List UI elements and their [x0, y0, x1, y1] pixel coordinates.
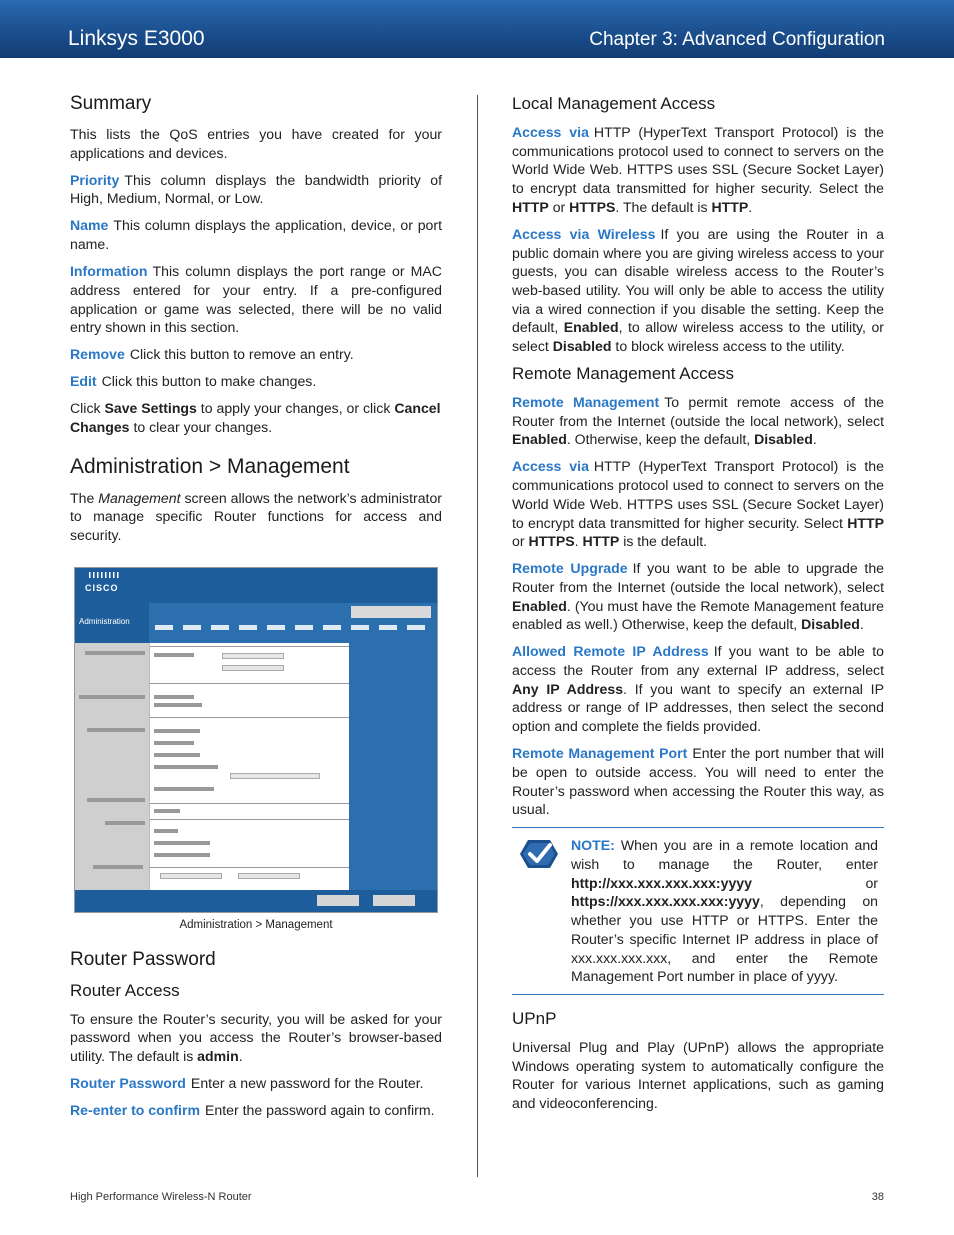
column-divider	[477, 95, 478, 1177]
figure-product-box	[351, 606, 431, 618]
access-via-remote-paragraph: Access via HTTP (HyperText Transport Protocol) is the communications protocol used to connect to servers on the World Wide Web. HTTPS uses SSL (Secure Socket Layer) to encrypt data transmitted for higher security. Select HTTP or HTTPS. HTTP is the default.	[512, 458, 884, 550]
figure-help-panel	[349, 643, 437, 890]
access-via-remote-term: Access via	[512, 458, 589, 475]
name-paragraph	[70, 216, 442, 253]
allowed-ip-paragraph: Allowed Remote IP Address If you want to be able to access the Router from any external IP address, select Any IP Address. If you want to specify an external IP address or range of IP addresses, then select the second option and complete the fields provided.	[512, 643, 884, 735]
information-paragraph	[70, 262, 442, 337]
router-password-paragraph: Router Password Enter a new password for the Router.	[70, 1075, 424, 1092]
edit-text: Click this button to make changes.	[101, 373, 317, 390]
reenter-paragraph: Re-enter to confirm Enter the password again to confirm.	[70, 1102, 435, 1119]
save-settings-label: Save Settings	[104, 400, 197, 417]
router-access-paragraph: To ensure the Router’s security, you will be asked for your password when you access the Router’s browser-based utility. The default is admin.	[70, 1010, 442, 1065]
footer-product: High Performance Wireless-N Router	[70, 1191, 252, 1203]
remote-port-term: Remote Management Port	[512, 745, 688, 762]
figure-form-area	[149, 643, 349, 890]
admin-heading: Administration > Management	[70, 454, 350, 478]
access-via-paragraph: Access via HTTP (HyperText Transport Protocol) is the communications protocol used to connect to servers on the World Wide Web. HTTPS uses SSL (Secure Socket Layer) to encrypt data transmitted for higher security. Select the HTTP or HTTPS. The default is HTTP.	[512, 124, 884, 215]
summary-heading: Summary	[70, 93, 152, 114]
note-label: NOTE:	[571, 837, 615, 854]
chapter-title: Chapter 3: Advanced Configuration	[589, 29, 885, 50]
remove-text: Click this button to remove an entry.	[129, 346, 354, 363]
cancel-changes-label: Cancel Changes	[70, 400, 441, 435]
figure-caption: Administration > Management	[179, 918, 333, 931]
remote-port-paragraph: Remote Management Port Enter the port number that will be open to outside access. You will need to enter the Router’s password when accessing the Router this way, as usual.	[512, 745, 884, 818]
reenter-term: Re-enter to confirm	[70, 1102, 200, 1119]
edit-term: Edit	[70, 373, 97, 390]
information-text: This column displays the port range or MAC address entered for your entry. If a pre-configured application or game was selected, there will be no valid entry shown in this section.	[70, 263, 442, 336]
management-screenshot	[74, 567, 438, 913]
priority-text: This column displays the bandwidth priority of High, Medium, Normal, or Low.	[70, 171, 442, 207]
remove-term: Remove	[70, 346, 125, 363]
remote-upgrade-term: Remote Upgrade	[512, 560, 628, 577]
access-via-term: Access via	[512, 124, 589, 140]
remote-management-paragraph: Remote Management To permit remote access of the Router from the Internet (outside the local network), select Enabled. Otherwise, keep the default, Disabled.	[512, 394, 885, 448]
router-access-heading: Router Access	[70, 980, 180, 1000]
page-number: 38	[871, 1191, 884, 1203]
information-term: Information	[70, 263, 148, 280]
figure-label-column	[75, 643, 149, 890]
remote-management-term: Remote Management	[512, 394, 660, 411]
document-title: Linksys E3000	[68, 27, 205, 50]
priority-term: Priority	[70, 171, 120, 188]
remote-management-heading: Remote Management Access	[512, 364, 735, 384]
left-column	[70, 90, 442, 1128]
https-url: https://xxx.xxx.xxx.xxx:yyyy	[571, 893, 760, 910]
page-header	[0, 0, 954, 58]
http-url: http://xxx.xxx.xxx.xxx:yyyy	[571, 874, 752, 891]
allowed-ip-term: Allowed Remote IP Address	[512, 643, 709, 660]
access-via-wireless-term: Access via Wireless	[512, 225, 656, 242]
local-management-heading: Local Management Access	[512, 94, 716, 113]
admin-intro: The Management screen allows the network’s administrator to manage specific Router functions for access and security.	[70, 489, 442, 544]
router-password-heading: Router Password	[70, 948, 216, 970]
figure-section-title: Administration	[75, 603, 149, 643]
note-text: NOTE: When you are in a remote location and wish to manage the Router, enter http://xxx.xxx.xxx.xxx:yyyy or https://xxx.xxx.xxx.xxx:yyyy, depending on whether you use HTTP or HTTPS. Enter the Router’s specific Internet IP address in place of xxx.xxx.xxx.xxx, and enter the Remote Management Port number in place of yyyy.	[571, 837, 878, 985]
figure-nav-bar	[149, 603, 437, 643]
name-text: This column displays the application, device, or port name.	[70, 217, 442, 253]
priority-paragraph	[70, 171, 442, 208]
right-column	[512, 90, 884, 1121]
remote-upgrade-paragraph: Remote Upgrade If you want to be able to upgrade the Router from the Internet (outside the local network), select Enabled. (You must have the Remote Management feature enabled as well.) Otherwise, keep the default, Disabled.	[512, 560, 885, 633]
checkmark-icon	[518, 837, 560, 871]
cisco-logo-bars	[89, 572, 119, 578]
figure-bottom-bar	[75, 890, 437, 912]
router-password-term: Router Password	[70, 1075, 186, 1092]
access-via-wireless-paragraph: Access via Wireless If you are using the Router in a public domain where you are giving wireless access to your guests, you can disable wireless access to the Router’s web-based utility. You will only be able to access the utility via a wired connection if you disable the setting. Keep the default, Enabled, to allow wireless access to the utility, or select Disabled to block wireless access to the utility.	[512, 225, 884, 355]
remove-paragraph	[70, 345, 442, 364]
figure-tabs	[155, 625, 431, 630]
cisco-logo: CISCO	[85, 582, 119, 593]
note-box	[512, 827, 884, 995]
edit-paragraph	[70, 372, 442, 391]
upnp-paragraph: Universal Plug and Play (UPnP) allows the appropriate Windows operating system to automatically configure the Router for various Internet applications, such as gaming and videoconferencing.	[512, 1038, 884, 1112]
figure-top-bar	[75, 568, 437, 603]
name-term: Name	[70, 217, 109, 234]
save-paragraph: Click Save Settings to apply your changes, or click Cancel Changes to clear your changes.	[70, 400, 441, 435]
upnp-heading: UPnP	[512, 1008, 557, 1028]
summary-intro: This lists the QoS entries you have created for your applications and devices.	[70, 126, 442, 161]
